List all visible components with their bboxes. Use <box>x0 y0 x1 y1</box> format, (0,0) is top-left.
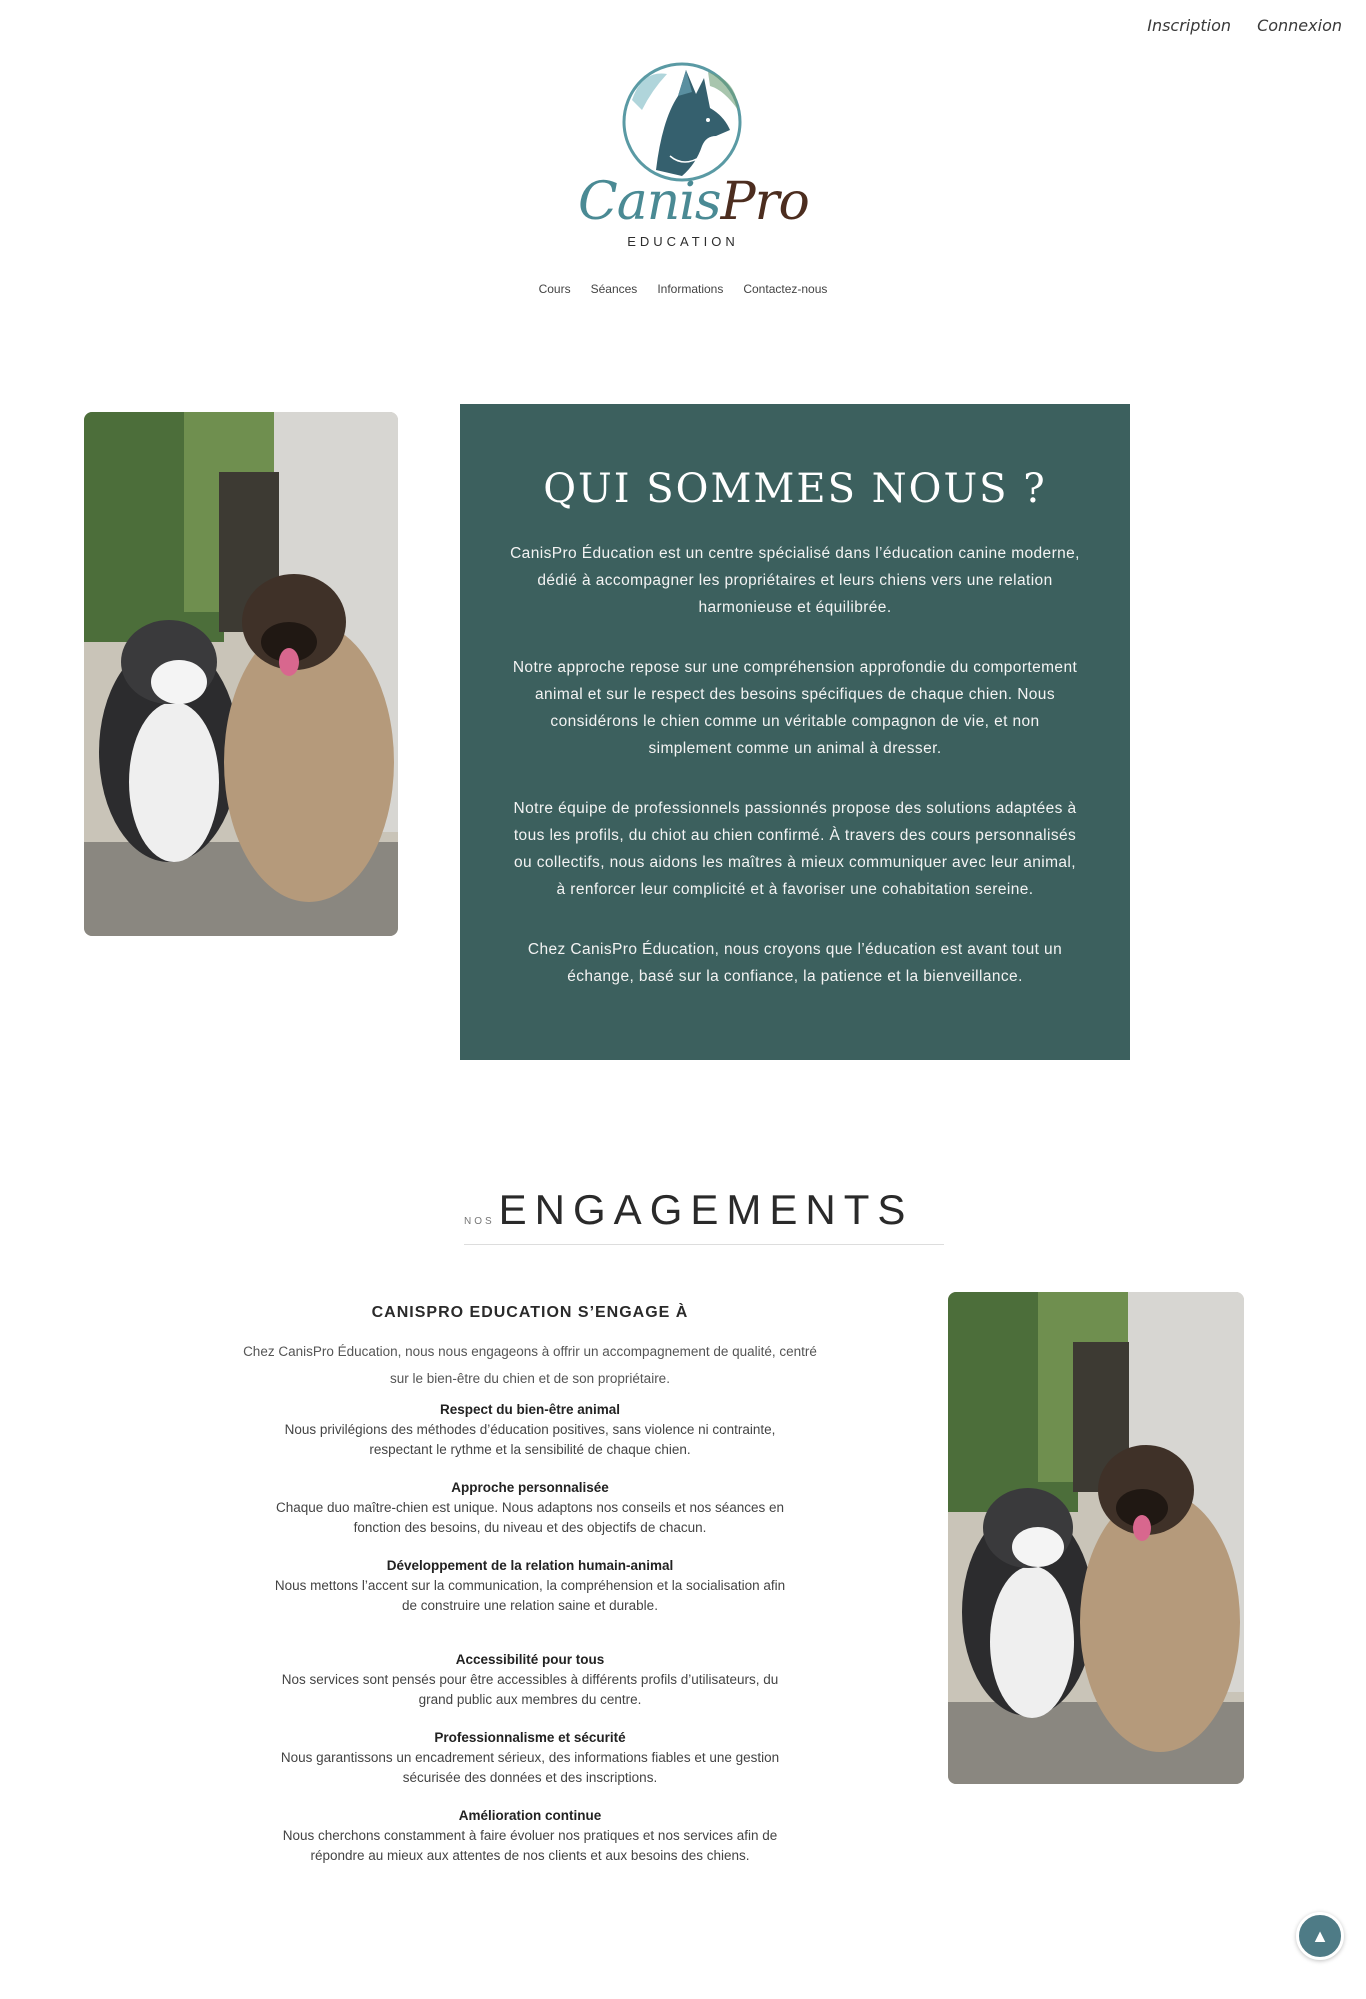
engagement-text: Nous mettons l’accent sur la communication, la compréhension et la socialisation afin de construire une relation saine et durable. <box>274 1578 786 1613</box>
engagement-item <box>230 1650 830 1710</box>
engagement-title: Accessibilité pour tous <box>455 1652 605 1667</box>
engagement-title: Développement de la relation humain-animal <box>386 1558 674 1573</box>
about-paragraph: Notre équipe de professionnels passionnés propose des solutions adaptées à tous les profils, du chiot au chien confirmé. À travers des cours personnalisés ou collectifs, nous aidons les maîtres à mieux communiquer avec leur animal, à renforcer leur complicité et à favoriser une cohabitation sereine. <box>513 800 1077 898</box>
about-paragraph: Notre approche repose sur une compréhension approfondie du comportement animal et sur le respect des besoins spécifiques de chaque chien. Nous considérons le chien comme un véritable compagnon de vie, et non simplement comme un animal à dresser. <box>512 659 1078 757</box>
engagement-item <box>230 1400 830 1460</box>
about-title: QUI SOMMES NOUS ? <box>543 466 1047 512</box>
arrow-up-icon: ▲ <box>1311 1925 1329 1946</box>
engagement-text: Nos services sont pensés pour être accessibles à différents profils d’utilisateurs, du grand public aux membres du centre. <box>281 1672 779 1707</box>
engagement-title: Approche personnalisée <box>451 1480 609 1495</box>
nav-item-seances[interactable]: Séances <box>590 282 638 296</box>
engagement-text: Chaque duo maître-chien est unique. Nous adaptons nos conseils et nos séances en fonction des besoins, du niveau et des objectifs de chacun. <box>275 1500 785 1535</box>
main-nav <box>0 282 1366 296</box>
dogs-photo-right <box>948 1292 1244 1784</box>
engagement-text: Nous cherchons constamment à faire évoluer nos pratiques et nos services afin de répondre au mieux aux attentes de nos clients et aux besoins des chiens. <box>282 1828 778 1863</box>
about-paragraph: Chez CanisPro Éducation, nous croyons que l’éducation est avant tout un échange, basé sur la confiance, la patience et la bienveillance. <box>527 941 1063 985</box>
nav-item-informations[interactable]: Informations <box>657 282 724 296</box>
about-section <box>460 404 1130 1060</box>
signup-link[interactable]: Inscription <box>1147 16 1232 35</box>
login-link[interactable]: Connexion <box>1257 16 1342 35</box>
engagement-item <box>230 1728 830 1788</box>
engagements-prefix: NOS <box>464 1216 495 1227</box>
engagements-subtitle: CANISPRO EDUCATION S’ENGAGE À <box>371 1304 689 1321</box>
dogs-image <box>948 1292 1244 1784</box>
dogs-photo-left <box>84 412 398 936</box>
engagement-text: Nous garantissons un encadrement sérieux, des informations fiables et une gestion sécurisée des données et des inscriptions. <box>280 1750 780 1785</box>
engagement-item <box>230 1806 830 1866</box>
site-logo[interactable] <box>578 56 809 256</box>
engagements-intro: Chez CanisPro Éducation, nous nous engageons à offrir un accompagnement de qualité, centré sur le bien-être du chien et de son propriétaire. <box>243 1344 817 1386</box>
about-paragraph: CanisPro Éducation est un centre spécialisé dans l’éducation canine moderne, dédié à accompagner les propriétaires et leurs chiens vers une relation harmonieuse et équilibrée. <box>510 545 1080 616</box>
engagement-item <box>230 1556 830 1616</box>
engagement-title: Professionnalisme et sécurité <box>434 1730 626 1745</box>
divider <box>464 1244 944 1245</box>
engagement-text: Nous privilégions des méthodes d’éducation positives, sans violence ni contrainte, respectant le rythme et la sensibilité de chaque chien. <box>284 1422 776 1457</box>
auth-links <box>1147 16 1342 35</box>
logo-subtitle: EDUCATION <box>627 234 739 249</box>
engagements-heading <box>464 1186 944 1234</box>
scroll-top-button[interactable] <box>1296 1912 1344 1960</box>
engagement-title: Amélioration continue <box>458 1808 602 1823</box>
engagement-item <box>230 1478 830 1538</box>
nav-item-cours[interactable]: Cours <box>538 282 571 296</box>
engagements-content <box>230 1304 830 1884</box>
logo-wordmark: CanisPro <box>578 172 809 232</box>
engagements-title: ENGAGEMENTS <box>498 1186 914 1233</box>
nav-item-contact[interactable]: Contactez-nous <box>743 282 828 296</box>
dog-logo-icon <box>612 60 752 190</box>
dogs-image <box>84 412 398 936</box>
engagement-title: Respect du bien-être animal <box>439 1402 621 1417</box>
